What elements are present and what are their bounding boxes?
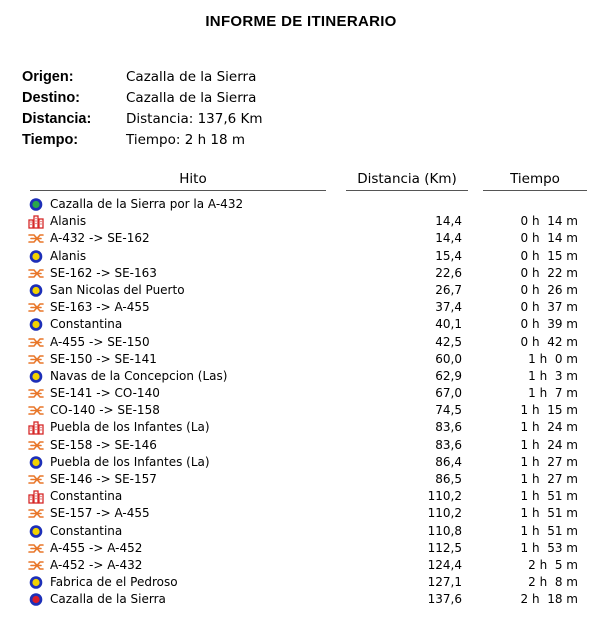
row-name: Constantina <box>50 489 123 504</box>
row-distance: 110,2 <box>427 489 462 504</box>
row-distance: 40,1 <box>435 317 462 332</box>
row-distance: 112,5 <box>427 540 462 555</box>
row-name: SE-162 -> SE-163 <box>50 265 157 280</box>
row-name: Navas de la Concepcion (Las) <box>50 368 228 383</box>
table-row <box>0 196 602 213</box>
table-row <box>0 591 602 608</box>
row-name: San Nicolas del Puerto <box>50 282 185 297</box>
table-row <box>0 419 602 436</box>
table-row <box>0 540 602 557</box>
itinerary-table <box>0 196 602 609</box>
row-name: SE-150 -> SE-141 <box>50 351 157 366</box>
distance-value: Distancia: 137,6 Km <box>126 110 263 127</box>
report-title: INFORME DE ITINERARIO <box>205 13 397 30</box>
row-name: SE-163 -> A-455 <box>50 300 150 315</box>
row-distance: 26,7 <box>435 282 462 297</box>
row-name: Constantina <box>50 317 123 332</box>
row-distance: 83,6 <box>435 437 462 452</box>
waypoint-icon <box>28 455 44 470</box>
row-time: 1 h 24 m <box>520 420 578 435</box>
row-name: Fabrica de el Pedroso <box>50 575 178 590</box>
table-row <box>0 471 602 488</box>
origin-row <box>22 66 263 87</box>
waypoint-icon <box>28 249 44 264</box>
table-row <box>0 385 602 402</box>
row-name: A-455 -> SE-150 <box>50 334 150 349</box>
row-name: Alanis <box>50 248 87 263</box>
time-label: Tiempo: <box>22 131 79 148</box>
route-summary <box>22 66 263 150</box>
table-row <box>0 437 602 454</box>
column-header-hito: Hito <box>179 171 207 187</box>
road-junction-icon <box>28 300 44 315</box>
row-name: SE-157 -> A-455 <box>50 506 150 521</box>
route-start-icon <box>28 197 44 212</box>
row-name: SE-158 -> SE-146 <box>50 437 157 452</box>
row-time: 1 h 51 m <box>520 523 578 538</box>
header-divider-tiempo <box>483 190 587 191</box>
table-header <box>0 171 602 191</box>
waypoint-icon <box>28 369 44 384</box>
row-time: 0 h 15 m <box>520 248 578 263</box>
row-distance: 127,1 <box>427 575 462 590</box>
row-distance: 124,4 <box>427 557 462 572</box>
row-time: 1 h 24 m <box>520 437 578 452</box>
column-header-distancia: Distancia (Km) <box>357 171 457 187</box>
table-row <box>0 351 602 368</box>
table-row <box>0 454 602 471</box>
row-distance: 22,6 <box>435 265 462 280</box>
road-junction-icon <box>28 506 44 521</box>
table-row <box>0 368 602 385</box>
row-distance: 83,6 <box>435 420 462 435</box>
row-name: Puebla de los Infantes (La) <box>50 454 210 469</box>
waypoint-icon <box>28 317 44 332</box>
row-name: SE-141 -> CO-140 <box>50 386 160 401</box>
row-name: Constantina <box>50 523 123 538</box>
table-row <box>0 334 602 351</box>
time-row <box>22 129 263 150</box>
table-row <box>0 248 602 265</box>
row-distance: 37,4 <box>435 300 462 315</box>
row-time: 0 h 22 m <box>520 265 578 280</box>
road-junction-icon <box>28 231 44 246</box>
route-end-icon <box>28 592 44 607</box>
row-time: 0 h 37 m <box>520 300 578 315</box>
row-name: Cazalla de la Sierra <box>50 592 166 607</box>
row-time: 1 h 27 m <box>520 454 578 469</box>
road-junction-icon <box>28 352 44 367</box>
row-name: A-432 -> SE-162 <box>50 231 150 246</box>
row-time: 1 h 27 m <box>520 472 578 486</box>
row-name: A-455 -> A-452 <box>50 540 143 555</box>
row-time: 2 h 18 m <box>520 592 578 607</box>
row-distance: 14,4 <box>435 214 462 229</box>
road-junction-icon <box>28 541 44 556</box>
row-distance: 86,4 <box>435 454 462 469</box>
row-distance: 15,4 <box>435 248 462 263</box>
distance-label: Distancia: <box>22 110 92 127</box>
origin-value: Cazalla de la Sierra <box>126 68 257 85</box>
destination-row <box>22 87 263 108</box>
row-time: 1 h 53 m <box>520 540 578 555</box>
row-time: 0 h 14 m <box>520 231 578 246</box>
row-distance: 110,8 <box>427 523 462 538</box>
road-junction-icon <box>28 438 44 453</box>
row-distance: 67,0 <box>435 386 462 401</box>
table-row <box>0 316 602 333</box>
header-divider-distancia <box>346 190 468 191</box>
destination-label: Destino: <box>22 89 80 106</box>
row-distance: 86,5 <box>435 472 462 486</box>
waypoint-icon <box>28 575 44 590</box>
destination-value: Cazalla de la Sierra <box>126 89 257 106</box>
row-name: Alanis <box>50 214 87 229</box>
road-junction-icon <box>28 558 44 573</box>
time-value: Tiempo: 2 h 18 m <box>126 131 246 148</box>
row-name: SE-146 -> SE-157 <box>50 472 157 486</box>
distance-row <box>22 108 263 129</box>
row-distance: 62,9 <box>435 368 462 383</box>
road-junction-icon <box>28 266 44 281</box>
row-name: CO-140 -> SE-158 <box>50 403 160 418</box>
row-distance: 14,4 <box>435 231 462 246</box>
waypoint-icon <box>28 283 44 298</box>
road-junction-icon <box>28 403 44 418</box>
row-time: 1 h 15 m <box>520 403 578 418</box>
row-time: 1 h 7 m <box>528 386 578 401</box>
table-row <box>0 299 602 316</box>
row-name: A-452 -> A-432 <box>50 557 143 572</box>
table-row <box>0 574 602 591</box>
row-time: 0 h 42 m <box>520 334 578 349</box>
town-icon <box>28 214 44 229</box>
row-distance: 42,5 <box>435 334 462 349</box>
row-distance: 110,2 <box>427 506 462 521</box>
table-row <box>0 505 602 522</box>
table-row <box>0 230 602 247</box>
road-junction-icon <box>28 335 44 350</box>
row-time: 1 h 51 m <box>520 506 578 521</box>
town-icon <box>28 489 44 504</box>
road-junction-icon <box>28 472 44 487</box>
row-time: 0 h 26 m <box>520 282 578 297</box>
row-time: 1 h 0 m <box>528 351 578 366</box>
column-header-tiempo: Tiempo <box>510 171 560 187</box>
table-row <box>0 265 602 282</box>
row-time: 1 h 51 m <box>520 489 578 504</box>
row-time: 2 h 8 m <box>528 575 578 590</box>
origin-label: Origen: <box>22 68 74 85</box>
table-row <box>0 282 602 299</box>
table-row <box>0 523 602 540</box>
table-row <box>0 557 602 574</box>
row-name: Cazalla de la Sierra por la A-432 <box>50 197 244 211</box>
town-icon <box>28 420 44 435</box>
table-row <box>0 402 602 419</box>
row-distance: 137,6 <box>427 592 462 607</box>
row-name: Puebla de los Infantes (La) <box>50 420 210 435</box>
row-distance: 74,5 <box>435 403 462 418</box>
road-junction-icon <box>28 386 44 401</box>
waypoint-icon <box>28 524 44 539</box>
table-row <box>0 488 602 505</box>
row-distance: 60,0 <box>435 351 462 366</box>
row-time: 0 h 14 m <box>520 214 578 229</box>
row-time: 1 h 3 m <box>528 368 578 383</box>
table-row <box>0 213 602 230</box>
header-divider-hito <box>30 190 326 191</box>
row-time: 2 h 5 m <box>528 557 578 572</box>
row-time: 0 h 39 m <box>520 317 578 332</box>
